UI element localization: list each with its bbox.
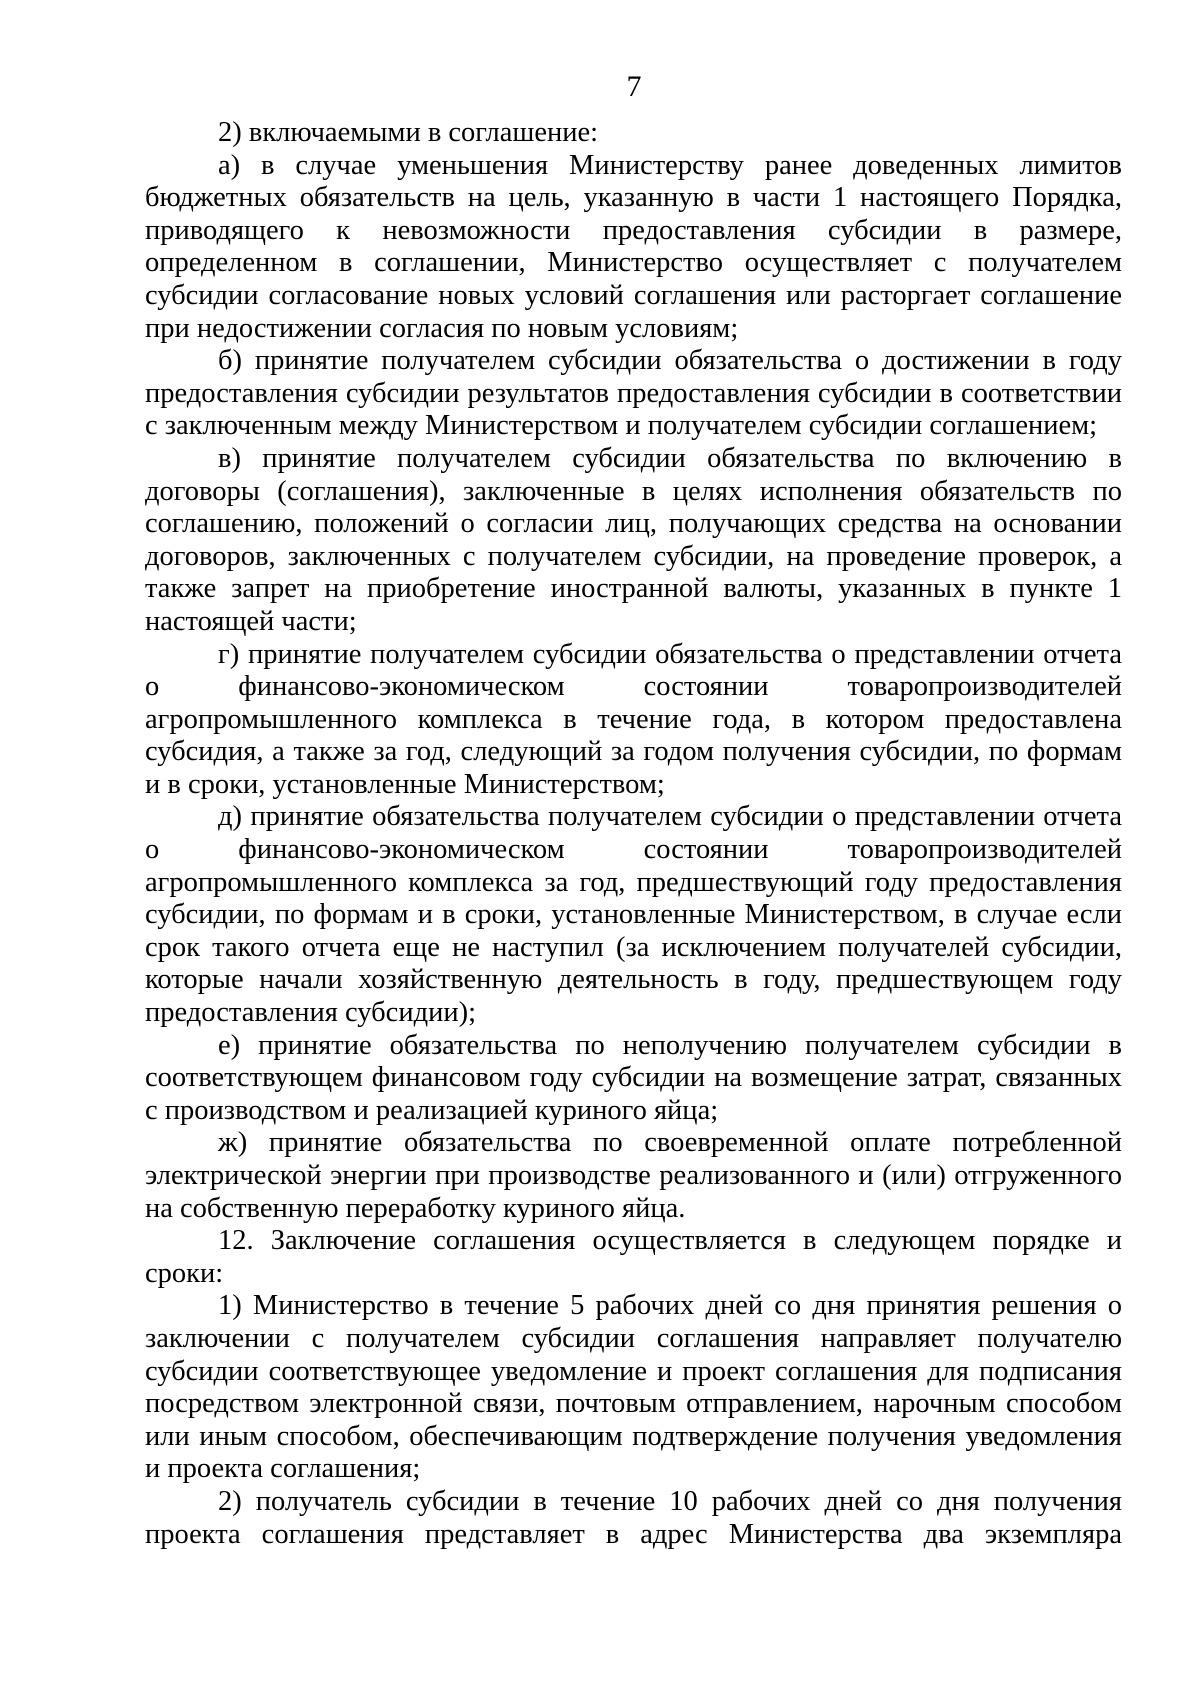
paragraph-section-12: 12. Заключение соглашения осуществляется в следующем порядке и сроки: (145, 1225, 1122, 1289)
paragraph-step-1: 1) Министерство в течение 5 рабочих дней со дня принятия решения о заключении с получателем субсидии соглашения направляет получателю субсидии соответствующее уведомление и проект соглашения для подписания посредством электронной связи, почтовым отправлением, нарочным способом или иным способом, обеспечивающим подтверждение получения уведомления и проекта соглашения; (145, 1290, 1122, 1485)
paragraph-clause-2: 2) включаемыми в соглашение: (218, 117, 599, 148)
paragraph-subclause-g: г) принятие получателем субсидии обязательства о представлении отчета о финансово-экономическом состоянии товаропроизводителей агропромышленного комплекса в течение года, в котором предоставлена субсидия, а также за год, следующий за годом получения субсидии, по формам и в сроки, установленные Министерством; (145, 638, 1122, 800)
paragraph-subclause-zh: ж) принятие обязательства по своевременной оплате потребленной электрической энергии при производстве реализованного и (или) отгруженного на собственную переработку куриного яйца. (145, 1127, 1122, 1224)
page-number: 7 (626, 70, 642, 103)
paragraph-subclause-a: а) в случае уменьшения Министерству ранее доведенных лимитов бюджетных обязательств на цель, указанную в части 1 настоящего Порядка, приводящего к невозможности предоставления субсидии в размере, определенном в соглашении, Министерство осуществляет с получателем субсидии согласование новых условий соглашения или расторгает соглашение при недостижении согласия по новым условиям; (145, 149, 1122, 344)
document-body (145, 117, 1122, 1551)
paragraph-subclause-d: д) принятие обязательства получателем субсидии о представлении отчета о финансово-экономическом состоянии товаропроизводителей агропромышленного комплекса за год, предшествующий году предоставления субсидии, по формам и в сроки, установленные Министерством, в случае если срок такого отчета еще не наступил (за исключением получателей субсидии, которые начали хозяйственную деятельность в году, предшествующем году предоставления субсидии); (145, 801, 1122, 1029)
paragraph-subclause-b: б) принятие получателем субсидии обязательства о достижении в году предоставления субсидии результатов предоставления субсидии в соответствии с заключенным между Министерством и получателем субсидии соглашением; (145, 345, 1122, 442)
paragraph-subclause-v: в) принятие получателем субсидии обязательства по включению в договоры (соглашения), заключенные в целях исполнения обязательств по соглашению, положений о согласии лиц, получающих средства на основании договоров, заключенных с получателем субсидии, на проведение проверок, а также запрет на приобретение иностранной валюты, указанных в пункте 1 настоящей части; (145, 442, 1122, 637)
paragraph-step-2: 2) получатель субсидии в течение 10 рабочих дней со дня получения проекта соглашения представляет в адрес Министерства два экземпляра (145, 1485, 1122, 1550)
paragraph-subclause-e: е) принятие обязательства по неполучению получателем субсидии в соответствующем финансовом году субсидии на возмещение затрат, связанных с производством и реализацией куриного яйца; (145, 1029, 1122, 1126)
